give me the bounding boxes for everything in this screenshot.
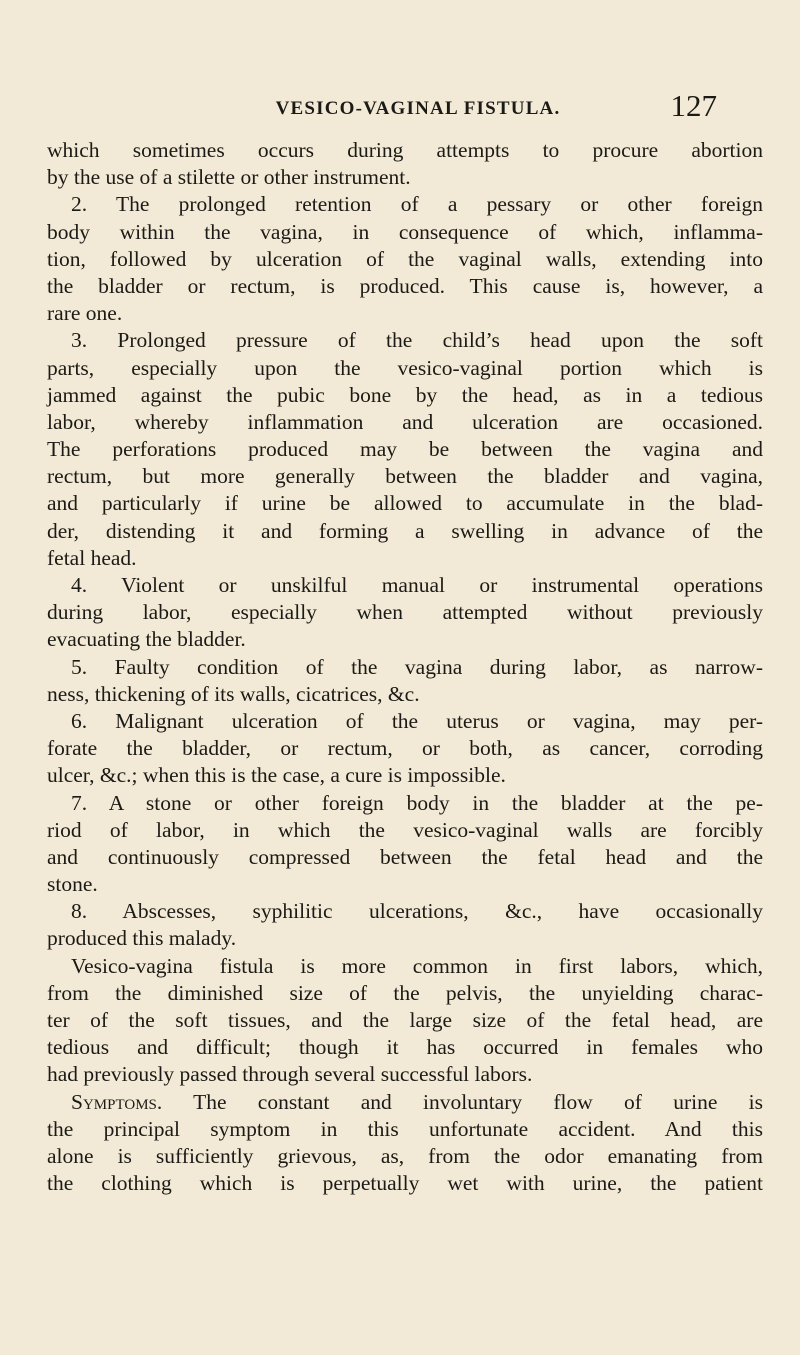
text-line bbox=[47, 1061, 763, 1088]
text-line bbox=[47, 300, 763, 327]
text-line bbox=[47, 925, 763, 952]
line-text: the principal symptom in this unfortunate accident. And this bbox=[47, 1116, 763, 1141]
line-text: 8. Abscesses, syphilitic ulcerations, &c., have occasionally bbox=[71, 899, 763, 924]
line-text: tedious and difficult; though it has occurred in females who bbox=[47, 1035, 763, 1060]
line-text: alone is sufficiently grievous, as, from the odor emanating from bbox=[47, 1143, 763, 1168]
line-text: by the use of a stilette or other instrument. bbox=[47, 165, 411, 190]
line-text: the clothing which is perpetually wet with urine, the patient bbox=[47, 1171, 763, 1196]
text-line bbox=[47, 953, 763, 980]
line-text: fetal head. bbox=[47, 545, 137, 570]
page-number: 127 bbox=[670, 88, 717, 123]
text-line bbox=[47, 871, 763, 898]
text-line bbox=[47, 681, 763, 708]
text-line bbox=[47, 980, 763, 1007]
text-line bbox=[47, 273, 763, 300]
line-text: 3. Prolonged pressure of the child’s head upon the soft bbox=[71, 328, 763, 353]
line-text: ness, thickening of its walls, cicatrices, &c. bbox=[47, 681, 420, 706]
text-line bbox=[47, 1089, 763, 1116]
text-line bbox=[47, 898, 763, 925]
text-line bbox=[47, 1007, 763, 1034]
line-text: ulcer, &c.; when this is the case, a cure is impossible. bbox=[47, 763, 506, 788]
line-text: the bladder or rectum, is produced. This cause is, however, a bbox=[47, 273, 763, 298]
line-text: 5. Faulty condition of the vagina during labor, as narrow- bbox=[71, 654, 763, 679]
line-text: Vesico-vagina fistula is more common in first labors, which, bbox=[71, 953, 763, 978]
line-text: 4. Violent or unskilful manual or instrumental operations bbox=[71, 573, 763, 597]
text-line bbox=[47, 599, 763, 626]
text-line bbox=[47, 191, 763, 218]
text-line bbox=[47, 1116, 763, 1143]
text-line bbox=[47, 518, 763, 545]
text-line bbox=[47, 735, 763, 762]
text-line bbox=[47, 545, 763, 572]
line-text: evacuating the bladder. bbox=[47, 627, 246, 652]
text-line bbox=[47, 762, 763, 789]
text-line bbox=[47, 436, 763, 463]
text-line bbox=[47, 137, 763, 164]
line-text: and particularly if urine be allowed to accumulate in the blad- bbox=[47, 491, 763, 516]
running-title: VESICO-VAGINAL FISTULA. bbox=[275, 98, 561, 119]
section-lead: Symptoms. bbox=[71, 1089, 163, 1114]
page-header bbox=[118, 88, 723, 128]
line-text: tion, followed by ulceration of the vaginal walls, extending into bbox=[47, 246, 763, 271]
text-line bbox=[47, 790, 763, 817]
line-text: forate the bladder, or rectum, or both, as cancer, corroding bbox=[47, 736, 763, 761]
line-text: 7. A stone or other foreign body in the bladder at the pe- bbox=[71, 790, 763, 815]
line-text: stone. bbox=[47, 872, 98, 897]
text-line bbox=[47, 246, 763, 273]
line-text: parts, especially upon the vesico-vaginal portion which is bbox=[47, 355, 763, 380]
line-text: and continuously compressed between the fetal head and the bbox=[47, 844, 763, 869]
line-text: during labor, especially when attempted without previously bbox=[47, 600, 763, 625]
text-line bbox=[47, 1034, 763, 1061]
line-text: The perforations produced may be between the vagina and bbox=[47, 437, 763, 462]
line-text: which sometimes occurs during attempts to procure abortion bbox=[47, 138, 763, 162]
text-line bbox=[47, 654, 763, 681]
line-text: riod of labor, in which the vesico-vaginal walls are forcibly bbox=[47, 817, 763, 842]
text-line bbox=[47, 463, 763, 490]
line-text: 2. The prolonged retention of a pessary or other foreign bbox=[71, 192, 763, 217]
text-line bbox=[47, 164, 763, 191]
text-line bbox=[47, 572, 763, 599]
text-line bbox=[47, 219, 763, 246]
body-text bbox=[47, 137, 763, 1197]
text-line bbox=[47, 409, 763, 436]
text-line bbox=[47, 382, 763, 409]
line-text: 6. Malignant ulceration of the uterus or vagina, may per- bbox=[71, 708, 763, 733]
text-line bbox=[47, 355, 763, 382]
line-text: rare one. bbox=[47, 301, 123, 326]
text-line bbox=[47, 327, 763, 354]
text-line bbox=[47, 1143, 763, 1170]
text-line bbox=[47, 490, 763, 517]
text-line bbox=[47, 817, 763, 844]
line-text: rectum, but more generally between the bladder and vagina, bbox=[47, 464, 763, 489]
line-text: der, distending it and forming a swelling in advance of the bbox=[47, 518, 763, 543]
line-text: produced this malady. bbox=[47, 926, 237, 951]
line-text: ter of the soft tissues, and the large size of the fetal head, are bbox=[47, 1008, 763, 1032]
text-line bbox=[47, 626, 763, 653]
line-text: jammed against the pubic bone by the head, as in a tedious bbox=[47, 382, 763, 407]
line-text: from the diminished size of the pelvis, the unyielding charac- bbox=[47, 980, 763, 1005]
line-text: The constant and involuntary flow of urine is bbox=[193, 1089, 763, 1114]
text-line bbox=[47, 844, 763, 871]
line-text: labor, whereby inflammation and ulceration are occasioned. bbox=[47, 409, 763, 434]
text-line bbox=[47, 1170, 763, 1197]
line-text: body within the vagina, in consequence of which, inflamma- bbox=[47, 219, 763, 244]
line-text: had previously passed through several successful labors. bbox=[47, 1062, 533, 1087]
text-line bbox=[47, 708, 763, 735]
